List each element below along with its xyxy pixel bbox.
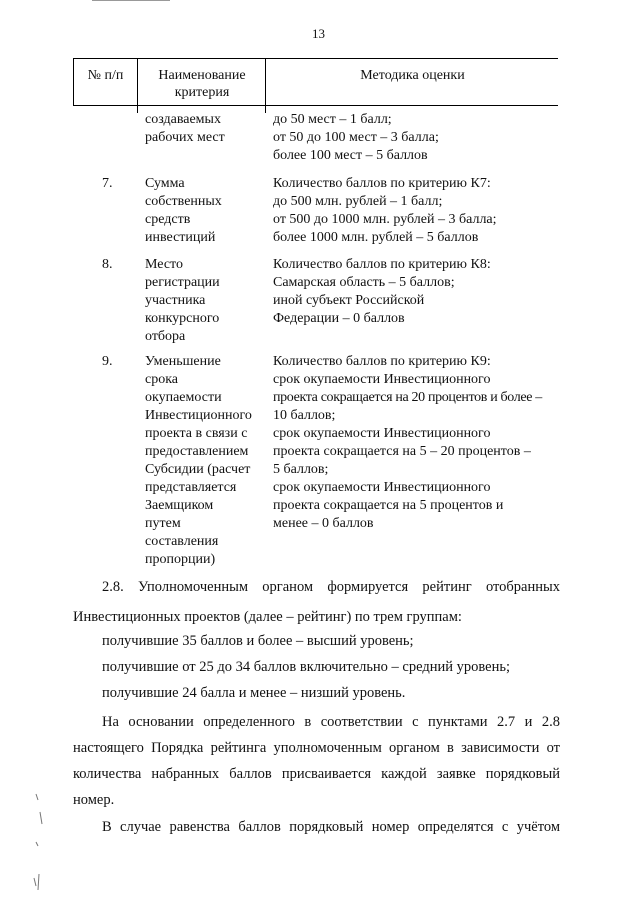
method-line: 10 баллов; xyxy=(273,408,336,423)
scan-artifact-line xyxy=(92,0,170,1)
method-line: проекта сокращается на 20 процентов и более – xyxy=(273,390,542,405)
row-criterion xyxy=(145,256,270,346)
header-criterion xyxy=(137,59,266,113)
criterion-line: отбора xyxy=(145,329,186,344)
method-line: менее – 0 баллов xyxy=(273,516,374,531)
criterion-line: участника xyxy=(145,293,206,308)
table-header xyxy=(73,58,558,106)
criterion-line: представляется xyxy=(145,480,237,495)
paragraph-basis xyxy=(73,713,560,731)
criterion-line: рабочих мест xyxy=(145,130,225,145)
method-line: 5 баллов; xyxy=(273,462,329,477)
method-line: от 500 до 1000 млн. рублей – 3 балла; xyxy=(273,212,497,227)
row-method xyxy=(273,353,563,533)
row-criterion xyxy=(145,111,270,147)
scan-margin-marks xyxy=(30,790,50,900)
paragraph-equal xyxy=(73,818,560,836)
paragraph-line: 2.8. Уполномоченным органом формируется рейтинг отобранных xyxy=(102,579,560,595)
row-method xyxy=(273,256,563,328)
method-line: более 1000 млн. рублей – 5 баллов xyxy=(273,230,479,245)
criterion-line: регистрации xyxy=(145,275,220,290)
header-criterion-line: Наименование xyxy=(158,68,246,83)
criterion-line: конкурсного xyxy=(145,311,220,326)
criterion-line: срока xyxy=(145,372,179,387)
method-line: срок окупаемости Инвестиционного xyxy=(273,426,491,441)
criterion-line: окупаемости xyxy=(145,390,222,405)
header-method: Методика оценки xyxy=(265,59,559,113)
paragraph-line: Инвестиционных проектов (далее – рейтинг) по трем группам: xyxy=(73,609,462,625)
criterion-line: Субсидии (расчет xyxy=(145,462,251,477)
criterion-line: собственных xyxy=(145,194,222,209)
paragraph-line: получившие 35 баллов и более – высший уровень; xyxy=(102,633,414,649)
paragraph-level-mid xyxy=(102,658,589,676)
criterion-line: инвестиций xyxy=(145,230,216,245)
method-line: Количество баллов по критерию К8: xyxy=(273,257,491,272)
paragraph-level-high xyxy=(102,632,589,650)
criterion-line: пропорции) xyxy=(145,552,216,567)
header-criterion-line: критерия xyxy=(174,85,230,100)
paragraph-line: количества набранных баллов присваивается каждой заявке порядковый xyxy=(73,766,560,782)
method-line: Количество баллов по критерию К9: xyxy=(273,354,491,369)
row-method xyxy=(273,111,563,165)
method-line: срок окупаемости Инвестиционного xyxy=(273,480,491,495)
paragraph-2-8 xyxy=(73,578,560,596)
criterion-line: создаваемых xyxy=(145,112,221,127)
row-method xyxy=(273,175,563,247)
row-criterion xyxy=(145,175,270,247)
method-line: Федерации – 0 баллов xyxy=(273,311,405,326)
method-line: от 50 до 100 мест – 3 балла; xyxy=(273,130,439,145)
row-number: 9. xyxy=(102,354,113,369)
paragraph-basis-2 xyxy=(73,739,560,757)
criterion-line: Уменьшение xyxy=(145,354,221,369)
row-number: 8. xyxy=(102,257,113,272)
criterion-line: Место xyxy=(145,257,183,272)
method-line: Количество баллов по критерию К7: xyxy=(273,176,491,191)
criterion-line: путем xyxy=(145,516,181,531)
method-line: до 50 мест – 1 балл; xyxy=(273,112,392,127)
paragraph-line: В случае равенства баллов порядковый номер определятся с учётом xyxy=(102,819,560,835)
paragraph-level-low xyxy=(102,684,589,702)
paragraph-line: получившие от 25 до 34 баллов включительно – средний уровень; xyxy=(102,659,510,675)
paragraph-basis-4 xyxy=(73,791,560,809)
criterion-line: составления xyxy=(145,534,219,549)
criterion-line: Инвестиционного xyxy=(145,408,252,423)
criterion-line: средств xyxy=(145,212,191,227)
paragraph-line: получившие 24 балла и менее – низший уровень. xyxy=(102,685,406,701)
criterion-line: Сумма xyxy=(145,176,185,191)
method-line: Самарская область – 5 баллов; xyxy=(273,275,455,290)
header-num: № п/п xyxy=(87,68,124,83)
paragraph-line: настоящего Порядка рейтинга уполномоченным органом в зависимости от xyxy=(73,740,560,756)
paragraph-basis-3 xyxy=(73,765,560,783)
page-number: 13 xyxy=(312,26,325,41)
method-line: иной субъект Российской xyxy=(273,293,425,308)
method-line: проекта сокращается на 5 процентов и xyxy=(273,498,504,513)
paragraph-2-8-cont xyxy=(73,608,560,626)
method-line: проекта сокращается на 5 – 20 процентов – xyxy=(273,444,531,459)
row-number: 7. xyxy=(102,176,113,191)
paragraph-line: номер. xyxy=(73,792,115,808)
method-line: до 500 млн. рублей – 1 балл; xyxy=(273,194,443,209)
criterion-line: проекта в связи с xyxy=(145,426,248,441)
method-line: более 100 мест – 5 баллов xyxy=(273,148,428,163)
criterion-line: предоставлением xyxy=(145,444,249,459)
paragraph-line: На основании определенного в соответствии с пунктами 2.7 и 2.8 xyxy=(102,714,560,730)
row-criterion xyxy=(145,353,270,569)
method-line: срок окупаемости Инвестиционного xyxy=(273,372,491,387)
criterion-line: Заемщиком xyxy=(145,498,214,513)
